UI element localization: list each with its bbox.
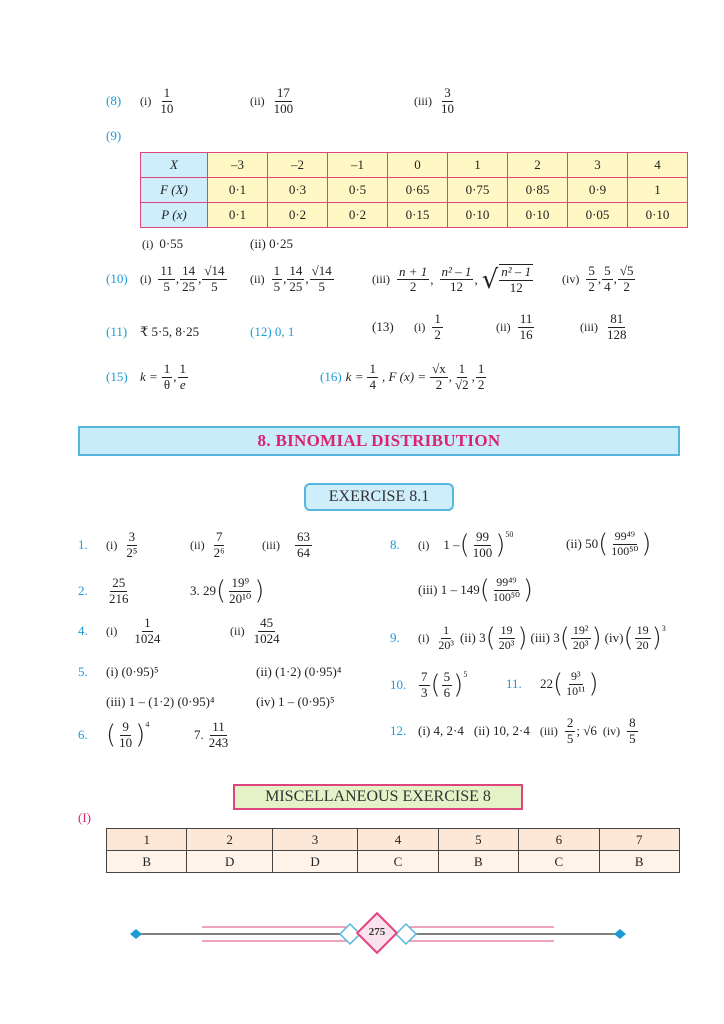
table-row [141,178,688,203]
chapter-title-banner [78,426,680,456]
table-cell: 3 [272,829,357,851]
ex81-q2: 2. $\frac{25}{216}$ [78,575,129,606]
q13-number: (13) [372,319,394,335]
table-cell: 0·1 [208,178,268,203]
q11-number: (11) [106,324,128,339]
table-cell: B [438,851,518,873]
table-cell: 0·1 [208,203,268,228]
q9-table [140,152,688,228]
misc-answer-table [106,828,680,873]
ex81-q8-ii: (ii) 50 ( $\frac{\text{99⁴⁹}}{\text{100⁵⁰}}$ ) [566,529,652,560]
q16-number: (16) [320,369,342,385]
table-cell: 1 [107,829,187,851]
table-cell: 2 [508,153,568,178]
table-header-cell: P (x) [141,203,208,228]
ex81-q6: 6. ( $\frac{9}{10}$ ) $^4$ [78,719,150,751]
table-cell: 5 [438,829,518,851]
q8-row [106,86,176,117]
table-cell: 1 [448,153,508,178]
table-cell: C [519,851,599,873]
table-cell: 0·15 [388,203,448,228]
q9-number: (9) [106,128,122,143]
table-header-cell: F (X) [141,178,208,203]
q16-row: (16) k = $\frac{1}{4}$ , F (x) = $\frac{√x}{2}$ , $\frac{1}{√2}$ , $\frac{1}{2}$ [320,361,485,392]
chapter-title: 8. BINOMIAL DISTRIBUTION [257,431,501,450]
q8-number: (8) [106,93,122,109]
ex81-q9: 9. (i) $\frac{1}{\text{20³}}$ (ii) 3 ( $\frac{19}{\text{20³}}$ ) (iii) 3 ( $\frac{\text{19²}}{\text{20³}}$ ) (iv) ( $\frac{19}{20}$ ) $^3$ [390,623,666,654]
ex81-q4-ii: (ii) $\frac{45}{1024}$ [230,615,280,646]
ex81-q10: 10. $\frac{7}{3}$ ( $\frac{5}{6}$ ) $^5$ [390,669,468,701]
ex81-q1-iii: (iii) $\frac{63}{64}$ [262,529,310,560]
q10-row: (10) (i) $\frac{11}{5}$ , $\frac{14}{25}$ , $\frac{√14}{5}$ [106,263,225,294]
ex81-q8-iii: (iii) 1 – 149 ( $\frac{\text{99⁴⁹}}{\text{100⁵⁰}}$ ) [418,575,534,606]
table-cell: B [599,851,679,873]
ex81-q5-ii: (ii) (1·2) (0·95)⁴ [256,664,342,679]
table-cell: 2 [187,829,272,851]
q13-ii: (ii) $\frac{11}{16}$ [496,311,533,342]
table-cell: 1 [628,178,688,203]
ex81-q1: 1. (i) $\frac{3}{\text{2⁵}}$ [78,529,138,560]
q9-answer-ii: (ii) 0·25 [250,236,293,251]
table-cell: 0·10 [628,203,688,228]
q15-number: (15) [106,369,128,385]
table-cell: –3 [208,153,268,178]
table-cell: D [187,851,272,873]
table-cell: 7 [599,829,679,851]
q13-iii: (iii) $\frac{81}{128}$ [580,311,627,342]
table-cell: –2 [268,153,328,178]
misc-title-banner [233,784,523,810]
table-cell: 0·05 [568,203,628,228]
q8-iii: (iii) $\frac{3}{10}$ [414,85,454,116]
misc-section-label: (I) [78,810,91,825]
q11-answer: ₹ 5·5, 8·25 [140,324,200,339]
table-cell: 0·5 [328,178,388,203]
ex81-q11: 11. 22 ( $\frac{\text{9³}}{\text{10¹¹}}$ ) [506,669,599,700]
table-cell: 0·10 [448,203,508,228]
table-cell: 4 [358,829,438,851]
table-cell: –1 [328,153,388,178]
table-cell: B [107,851,187,873]
q15-row: (15) k = $\frac{1}{\theta}$ , $\frac{1}{e}$ [106,361,187,392]
ex81-q8: 8. (i) 1 – ( $\frac{99}{100}$ ) $^{50}$ [390,529,514,561]
q8-ii: (ii) $\frac{17}{100}$ [250,85,294,116]
table-cell: 0·9 [568,178,628,203]
ex81-q1-ii: (ii) $\frac{7}{\text{2⁶}}$ [190,529,225,560]
q10-ii: (ii) $\frac{1}{5}$ , $\frac{14}{25}$ , $\frac{√14}{5}$ [250,263,332,294]
ex81-q3: 3. 29 ( $\frac{\text{19⁹}}{\text{20¹⁰}}$ ) [190,575,265,607]
table-cell: C [358,851,438,873]
q13-row: (13) (i) $\frac{1}{2}$ [372,311,441,342]
q10-iv: (iv) $\frac{5}{2}$ , $\frac{5}{4}$ , $\frac{√5}{2}$ [562,263,634,294]
ex81-q5: 5. (i) (0·95)⁵ [78,664,159,679]
table-cell: 0·10 [508,203,568,228]
q12-answer: (12) 0, 1 [250,324,295,339]
table-row [107,851,680,873]
table-cell: 0·3 [268,178,328,203]
ex81-q7: 7. $\frac{11}{243}$ [194,719,229,750]
table-cell: 0·85 [508,178,568,203]
table-cell: 6 [519,829,599,851]
ex81-q4: 4. (i) $\frac{1}{1024}$ [78,615,161,646]
table-cell: 0 [388,153,448,178]
table-header-cell: X [141,153,208,178]
table-cell: 0·2 [328,203,388,228]
q10-iii: (iii) $\frac{n + 1}{2}$ , $\frac{\text{n² – 1}}{12}$ , √ $\frac{\text{n² – 1}}{12}$ [372,263,532,295]
table-cell: D [272,851,357,873]
table-cell: 3 [568,153,628,178]
q9-answer-i: (i) 0·55 [142,236,184,251]
table-cell: 0·65 [388,178,448,203]
table-cell: 4 [628,153,688,178]
table-row [141,153,688,178]
page-number: 275 [368,926,386,938]
table-cell: 0·75 [448,178,508,203]
q8-i-label: (i) [140,93,152,108]
q11-row [106,324,199,340]
table-row [141,203,688,228]
ex81-q5-iii: (iii) 1 – (1·2) (0·95)⁴ [106,694,215,709]
exercise-title-banner [304,483,454,511]
misc-title: MISCELLANEOUS EXERCISE 8 [265,788,491,805]
table-cell: 0·2 [268,203,328,228]
ex81-q12: 12. (i) 4, 2·4 (ii) 10, 2·4 (iii) $\frac{2}{5}$ ; √6 (iv) $\frac{8}{5}$ [390,715,636,746]
q8-i-fraction: $\frac{1}{10}$ [160,85,174,116]
q8-ii-fraction: $\frac{17}{100}$ [273,85,294,116]
ex81-q5-iv: (iv) 1 – (0·95)⁵ [256,694,335,709]
table-row [107,829,680,851]
q10-number: (10) [106,271,128,287]
q8-iii-fraction: $\frac{3}{10}$ [441,85,454,116]
exercise-title: EXERCISE 8.1 [328,488,430,505]
